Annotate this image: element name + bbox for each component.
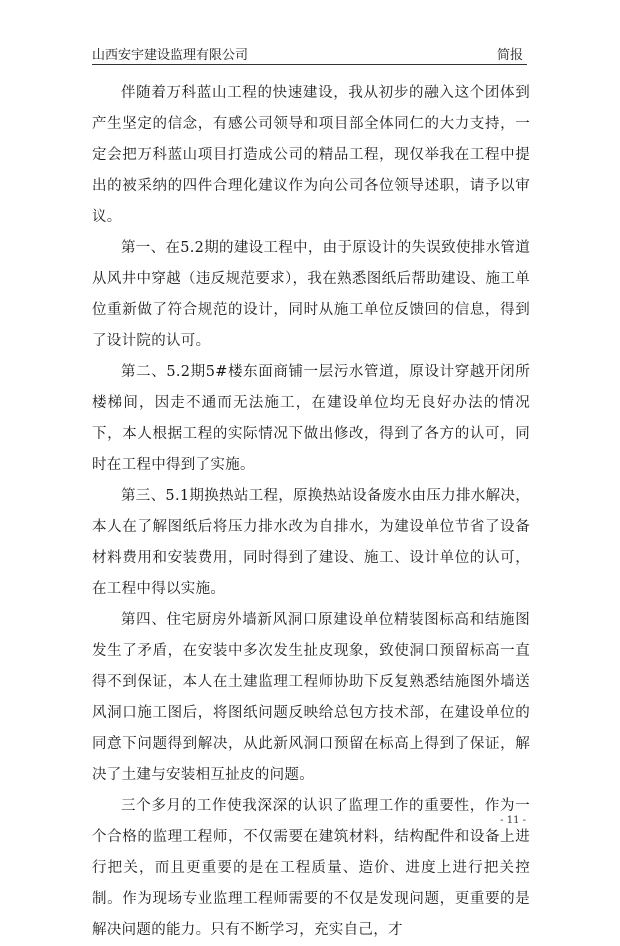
paragraph-suggestion-4: 第四、住宅厨房外墙新风洞口原建设单位精装图标高和结施图发生了矛盾，在安装中多次发生扯皮现象，致使洞口预留标高一直得不到保证，本人在土建监理工程师协助下反复熟悉结施图外墙送风洞口施工图后，将图纸问题反映给总包方技术部，在建设单位的同意下问题得到解决，从此新风洞口预留在标高上得到了保证，解决了土建与安装相互扯皮的问题。	[92, 612, 530, 783]
paragraph-conclusion: 三个多月的工作使我深深的认识了监理工作的重要性，作为一个合格的监理工程师，不仅需要在建筑材料，结构配件和设备上进行把关，而且更重要的是在工程质量、造价、进度上进行把关控制。作为现场专业监理工程师需要的不仅是发现问题，更重要的是解决问题的能力。只有不断学习，充实自己，才	[92, 798, 530, 938]
paragraph-intro: 伴随着万科蓝山工程的快速建设，我从初步的融入这个团体到产生坚定的信念，有感公司领导和项目部全体同仁的大力支持，一定会把万科蓝山项目打造成公司的精品工程，现仅举我在工程中提出的被采纳的四件合理化建议作为向公司各位领导述职，请予以审议。	[92, 85, 530, 225]
page-number: - 11 -	[500, 815, 526, 826]
page-header	[92, 42, 527, 65]
paragraph-suggestion-2: 第二、5.2期5#楼东面商铺一层污水管道，原设计穿越开闭所楼梯间，因走不通而无法施工，在建设单位均无良好办法的情况下，本人根据工程的实际情况下做出修改，得到了各方的认可，同时在工程中得到了实施。	[92, 364, 530, 473]
paragraph-suggestion-1: 第一、在5.2期的建设工程中，由于原设计的失误致使排水管道从风井中穿越（违反规范要求），我在熟悉图纸后帮助建设、施工单位重新做了符合规范的设计，同时从施工单位反馈回的信息，得到了设计院的认可。	[92, 240, 530, 349]
document-type: 简报	[496, 48, 523, 63]
company-name: 山西安宇建设监理有限公司	[92, 48, 249, 63]
document-body	[92, 78, 530, 946]
paragraph-suggestion-3: 第三、5.1期换热站工程，原换热站设备废水由压力排水解决，本人在了解图纸后将压力排水改为自排水，为建设单位节省了设备材料费用和安装费用，同时得到了建设、施工、设计单位的认可，在工程中得以实施。	[92, 488, 530, 597]
